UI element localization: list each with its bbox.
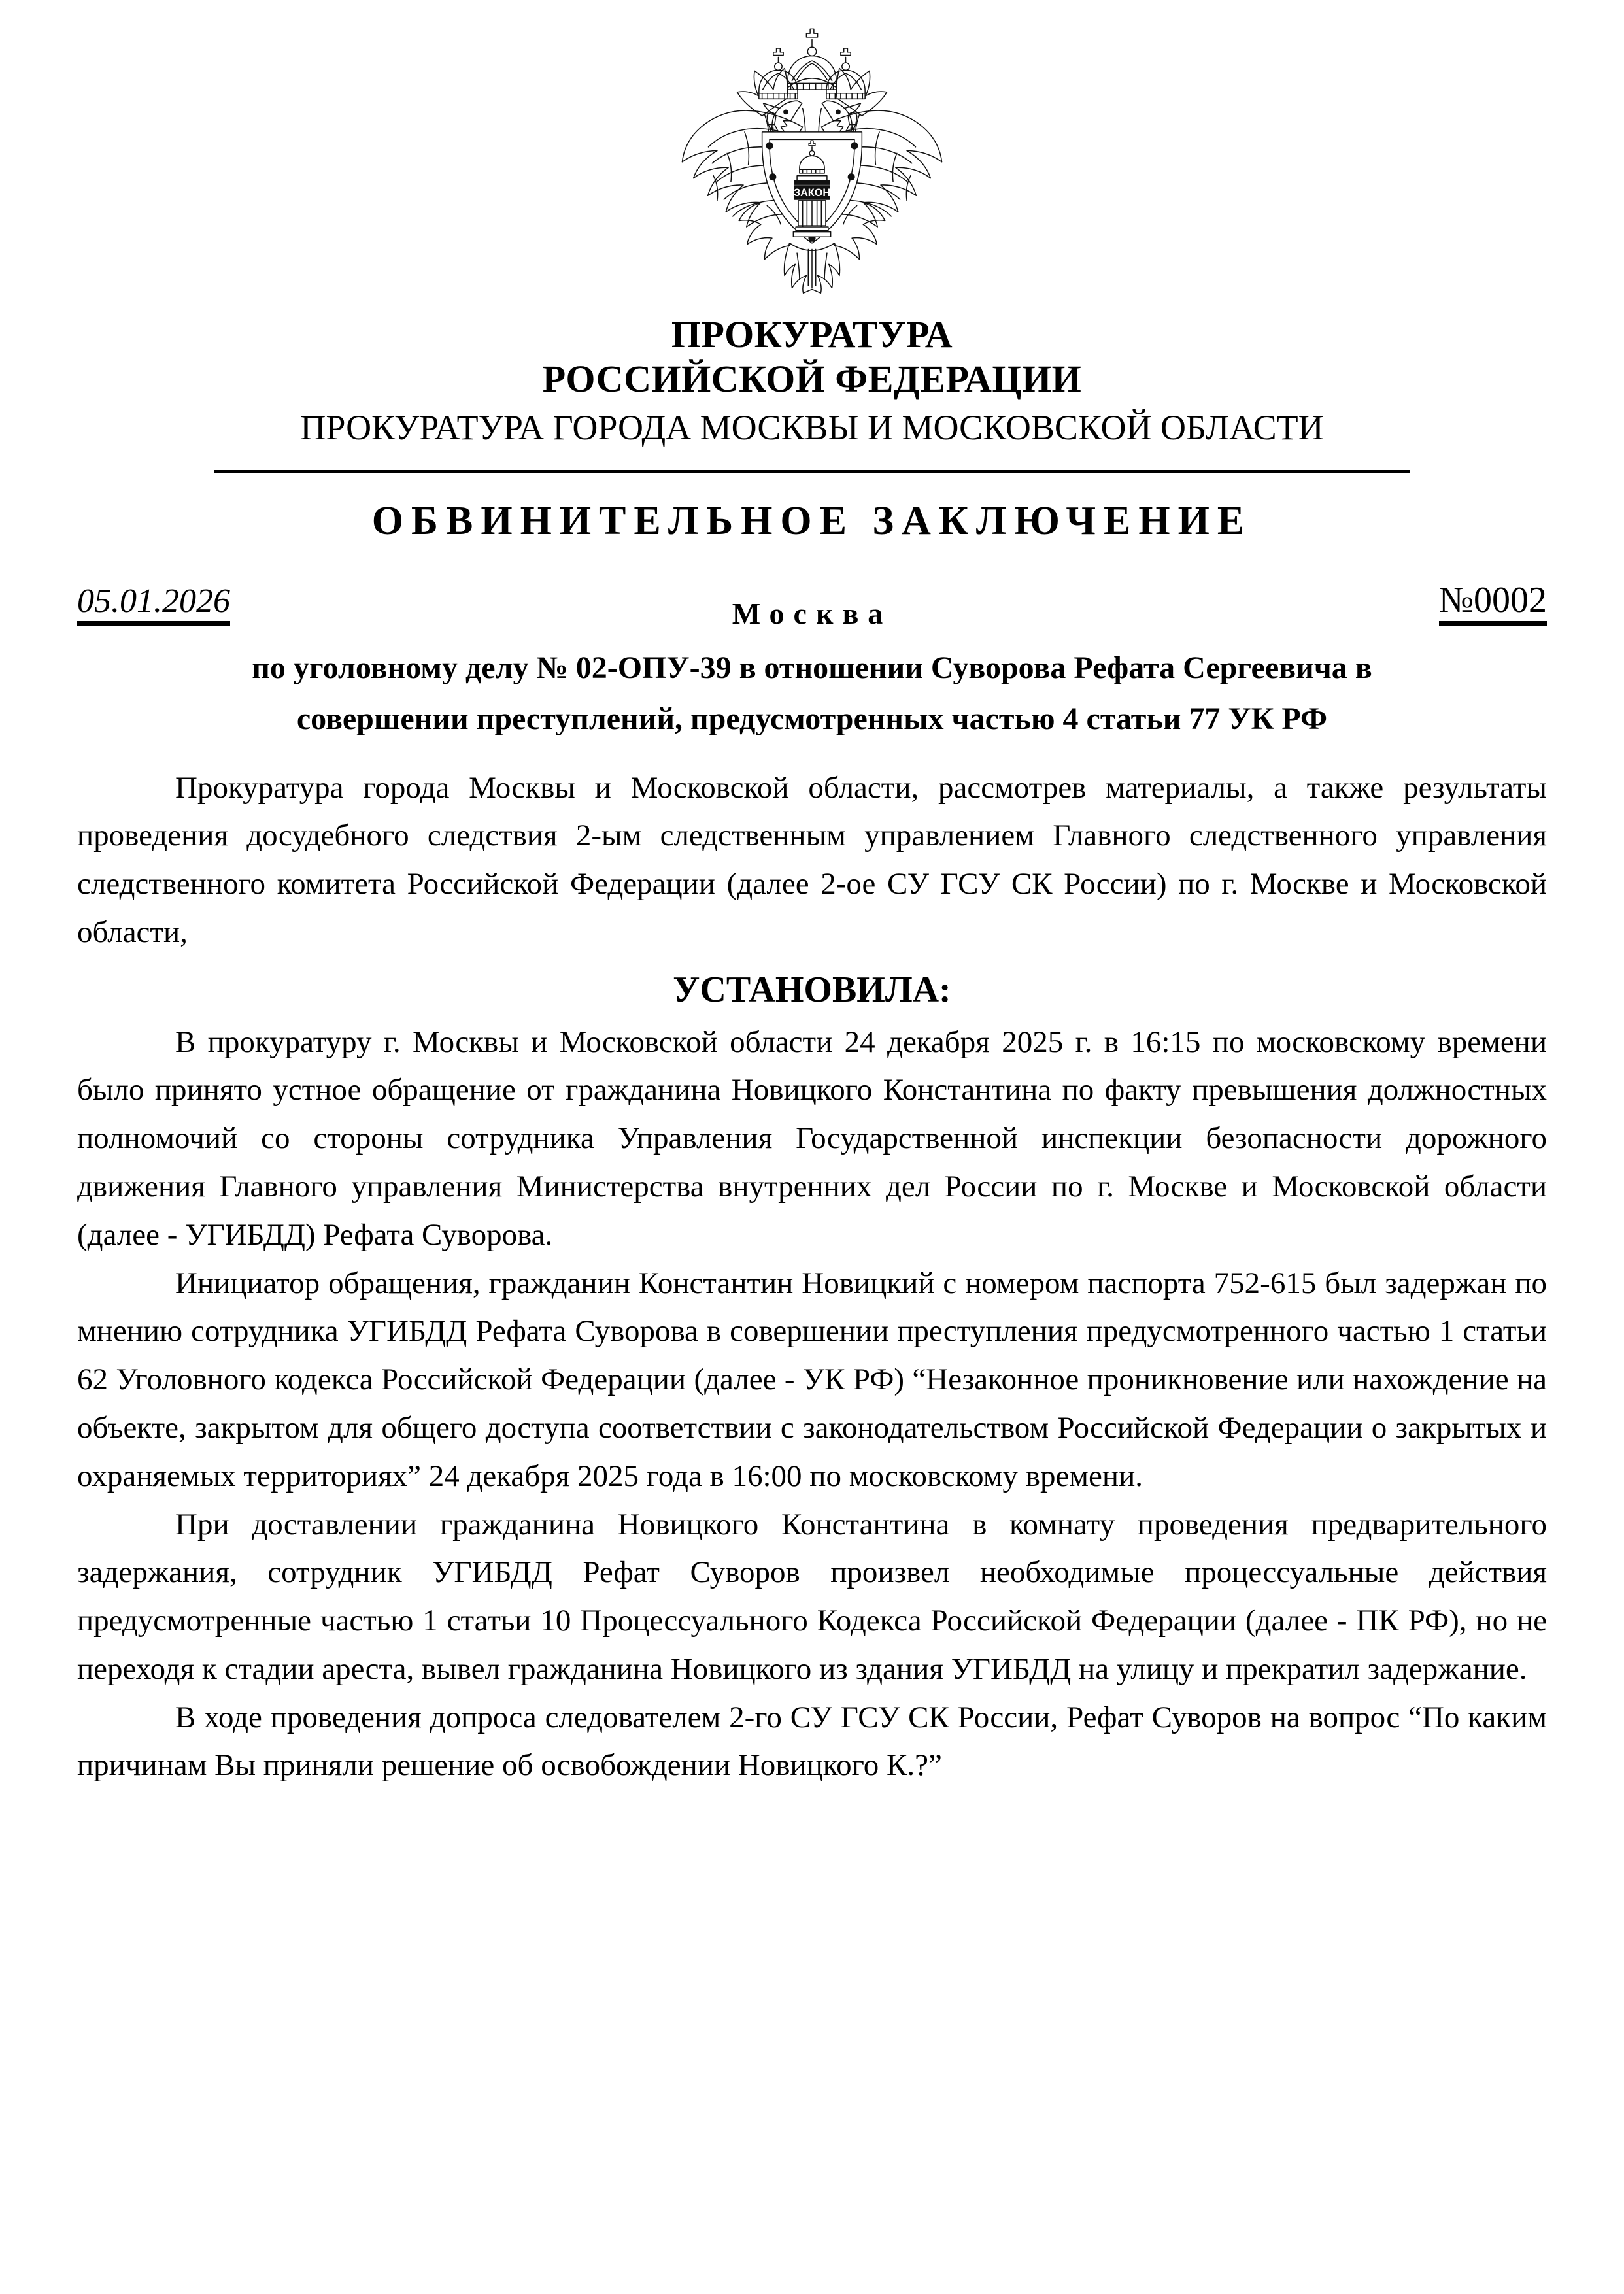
document-number: №0002 [1439,581,1547,626]
header-divider [214,470,1410,473]
case-subtitle-line-2: совершении преступлений, предусмотренных частью 4 статьи 77 УК РФ [296,701,1328,736]
paragraph-delivery-procedure: При доставлении гражданина Новицкого Константина в комнату проведения предварительного задержания, сотрудник УГИБДД Рефат Суворов произвел необходимые процессуальные действия предусмотренные частью 1 статьи 10 Процессуального Кодекса Российской Федерации (далее - ПК РФ), но не переходя к стадии ареста, вывел гражданина Новицкого из здания УГИБДД на улицу и прекратил задержание. [77,1507,1547,1686]
org-name-line-1: ПРОКУРАТУРА [671,313,953,356]
left-crown [759,48,798,99]
org-name-line-2: РОССИЙСКОЙ ФЕДЕРАЦИИ [542,358,1082,401]
organisation-header [77,312,1547,450]
preamble-paragraph: Прокуратура города Москвы и Московской области, рассмотрев материалы, а также результаты проведения досудебного следствия 2-ым следственным управлением Главного следственного управления следственного комитета Российской Федерации (далее 2-ое СУ ГСУ СК России) по г. Москве и Московской области, [77,770,1547,949]
bottom-flourish [785,243,840,293]
paragraph-interrogation: В ходе проведения допроса следователем 2-го СУ ГСУ СК России, Рефат Суворов на вопрос “По каким причинам Вы приняли решение об освобождении Новицкого К.?” [77,1700,1547,1783]
document-body [77,764,1547,1791]
emblem-container [77,0,1547,299]
case-subtitle-line-1: по уголовному делу № 02-ОПУ-39 в отношении Суворова Рефата Сергеевича в [252,650,1372,686]
org-name-line-3: ПРОКУРАТУРА ГОРОДА МОСКВЫ И МОСКОВСКОЙ ОБЛАСТИ [300,407,1324,447]
paragraph-complaint-receipt: В прокуратуру г. Москвы и Московской области 24 декабря 2025 г. в 16:15 по московскому времени было принято устное обращение от гражданина Новицкого Константина по факту превышения должностных полномочий со стороны сотрудника Управления Государственной инспекции безопасности дорожного движения Главного управления Министерства внутренних дел России по г. Москве и Московской области (далее - УГИБДД) Рефата Суворова. [77,1024,1547,1252]
right-crown [826,48,865,99]
law-column-label: ЗАКОН [793,187,831,199]
document-title: ОБВИНИТЕЛЬНОЕ ЗАКЛЮЧЕНИЕ [371,499,1253,544]
crown-ribbons [737,69,887,116]
section-heading-ustanovila: УСТАНОВИЛА: [673,969,951,1010]
document-meta-row [77,563,1547,630]
document-date: 05.01.2026 [77,584,230,626]
paragraph-initiator-detention: Инициатор обращения, гражданин Константин Новицкий с номером паспорта 752-615 был задержан по мнению сотрудника УГИБДД Рефата Суворова в совершении преступления предусмотренного частью 1 статьи 62 Уголовного кодекса Российской Федерации (далее - УК РФ) “Незаконное проникновение или нахождение на объекте, закрытом для общего доступа соответствии с законодательством Российской Федерации о закрытых и охраняемых территориях” 24 декабря 2025 года в 16:00 по московскому времени. [77,1266,1547,1493]
document-city: Москва [732,596,892,630]
case-subtitle [77,643,1547,745]
prosecutor-coat-of-arms-icon [675,17,949,299]
